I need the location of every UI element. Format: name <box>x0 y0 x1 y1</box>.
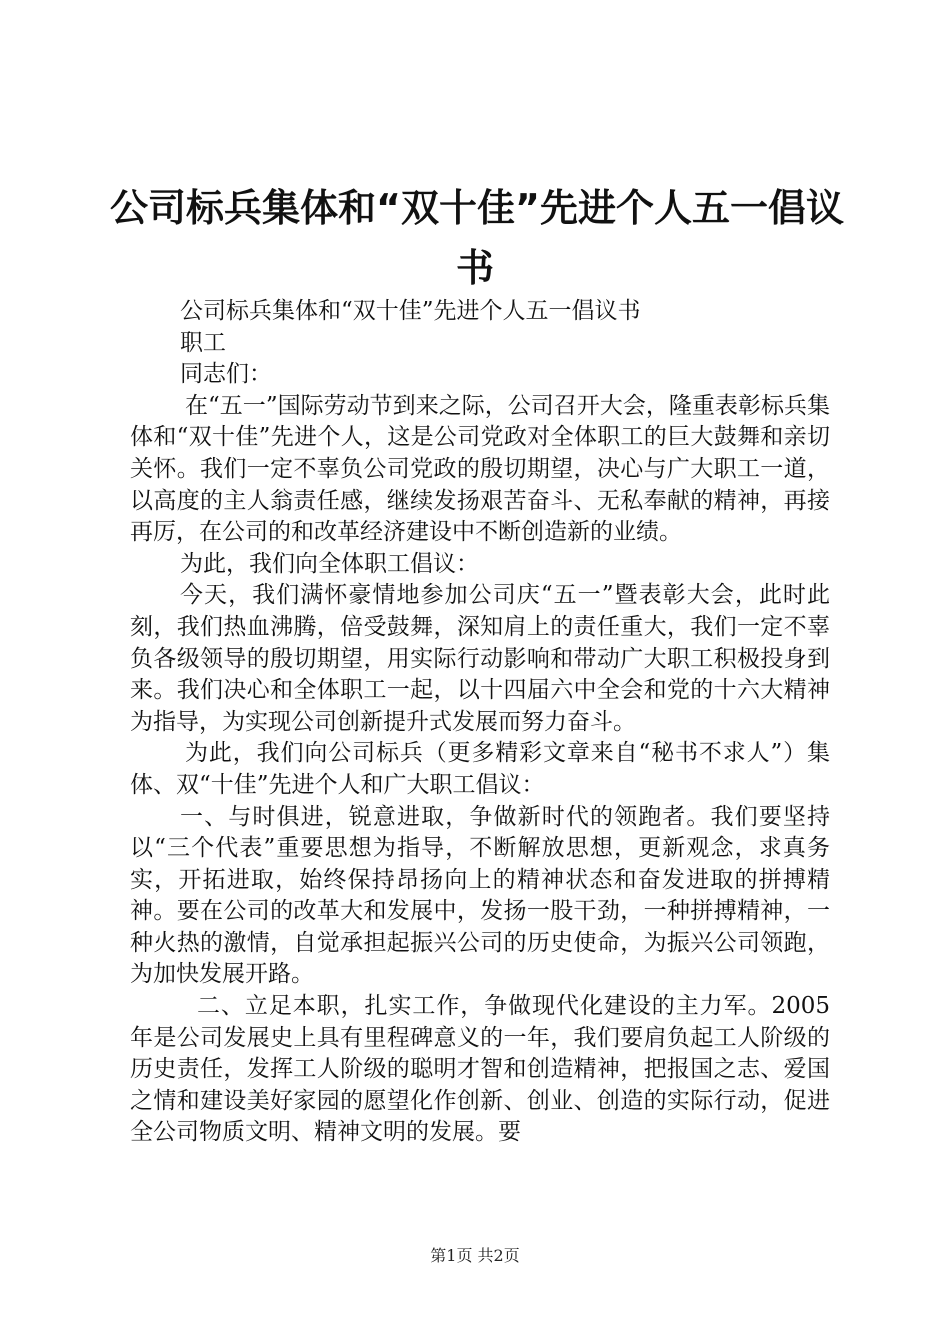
page-number-footer: 第1页 共2页 <box>430 1246 520 1265</box>
body-paragraph: 为此，我们向公司标兵（更多精彩文章来自“秘书不求人”）集体、双“十佳”先进个人和广大职工倡议： <box>130 740 830 798</box>
body-paragraph: 今天，我们满怀豪情地参加公司庆“五一”暨表彰大会，此时此刻，我们热血沸腾，倍受鼓舞，深知肩上的责任重大，我们一定不辜负各级领导的殷切期望，用实际行动影响和带动广大职工积极投身到来。我们决心和全体职工一起，以十四届六中全会和党的十六大精神为指导，为实现公司创新提升式发展而努力奋斗。 <box>130 582 830 735</box>
body-paragraph: 二、立足本职，扎实工作，争做现代化建设的主力军。2005年是公司发展史上具有里程碑意义的一年，我们要肩负起工人阶级的历史责任，发挥工人阶级的聪明才智和创造精神，把报国之志、爱国之情和建设美好家园的愿望化作创新、创业、创造的实际行动，促进全公司物质文明、精神文明的发展。要 <box>130 993 830 1146</box>
addressee-paragraph: 职工 <box>180 329 226 356</box>
document-title-continued: 书 <box>455 246 494 290</box>
salutation-paragraph: 同志们： <box>180 361 272 388</box>
body-paragraph: 一、与时俱进，锐意进取，争做新时代的领跑者。我们要坚持以“三个代表”重要思想为指导，不断解放思想，更新观念，求真务实，开拓进取，始终保持昂扬向上的精神状态和奋发进取的拼搏精神。要在公司的改革大和发展中，发扬一股干劲，一种拼搏精神，一种火热的激情，自觉承担起振兴公司的历史使命，为振兴公司领跑，为加快发展开路。 <box>130 803 830 988</box>
document-body <box>130 296 830 1149</box>
subtitle-paragraph: 公司标兵集体和“双十佳”先进个人五一倡议书 <box>180 298 641 324</box>
body-paragraph: 为此，我们向全体职工倡议： <box>180 550 479 577</box>
body-paragraph: 在“五一”国际劳动节到来之际，公司召开大会，隆重表彰标兵集体和“双十佳”先进个人，这是公司党政对全体职工的巨大鼓舞和亲切关怀。我们一定不辜负公司党政的殷切期望，决心与广大职工一道，以高度的主人翁责任感，继续发扬艰苦奋斗、无私奉献的精神，再接再厉，在公司的和改革经济建设中不断创造新的业绩。 <box>130 392 830 546</box>
document-title: 公司标兵集体和“双十佳”先进个人五一倡议 <box>110 186 844 230</box>
